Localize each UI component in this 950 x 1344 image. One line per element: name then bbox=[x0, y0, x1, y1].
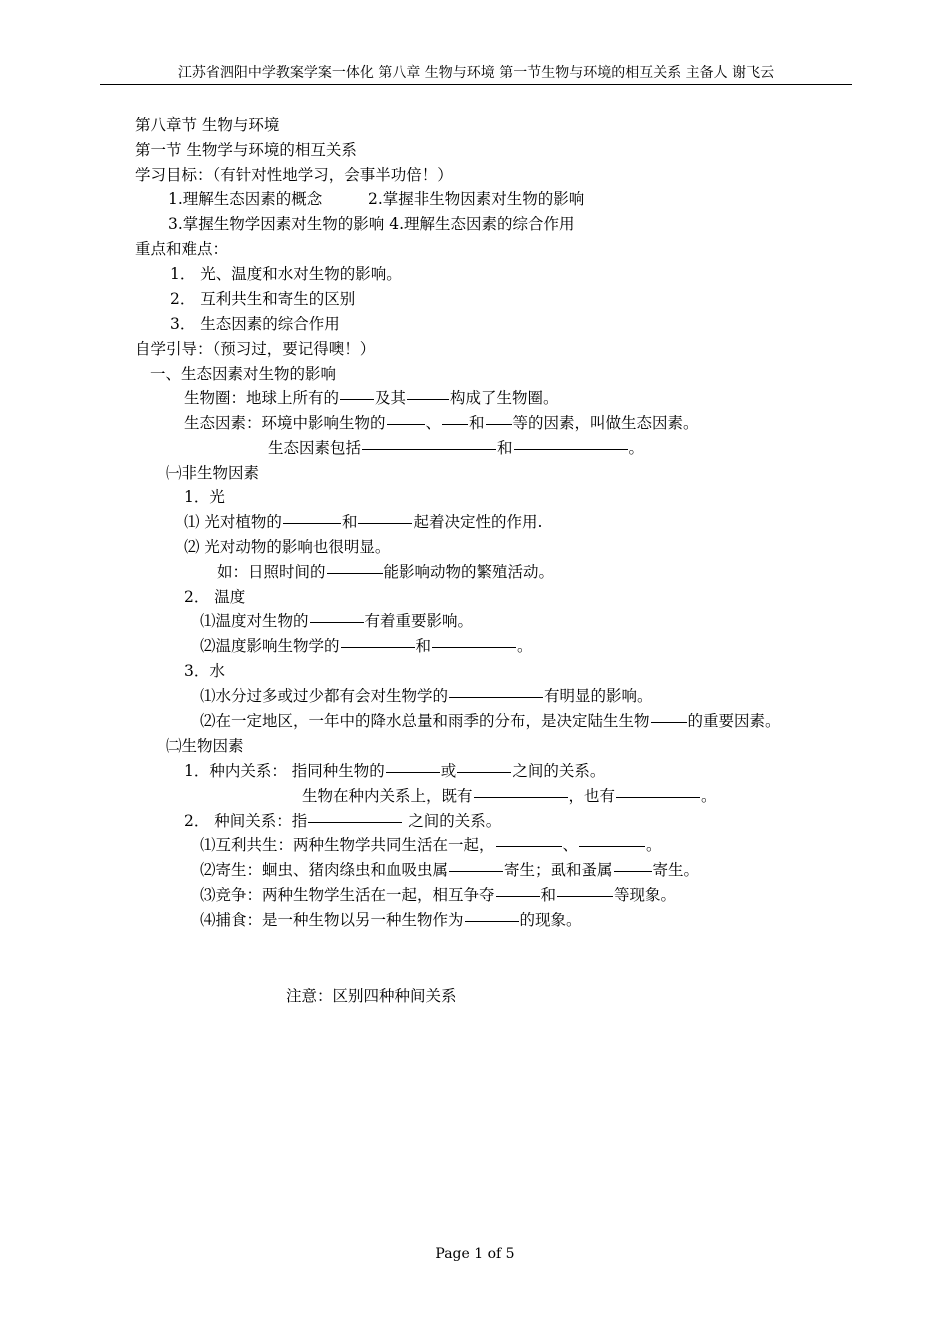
light-example: 如：日照时间的 能影响动物的繁殖活动。 bbox=[217, 563, 555, 581]
water-title: 3．水 bbox=[184, 662, 225, 680]
fill-blank[interactable] bbox=[283, 523, 341, 524]
fill-blank[interactable] bbox=[442, 424, 468, 425]
fill-blank[interactable] bbox=[557, 896, 613, 897]
water-2: ⑵在一定地区，一年中的降水总量和雨季的分布，是决定陆生生物 的重要因素。 bbox=[200, 712, 781, 730]
ecological-factor-includes: 生态因素包括 和 。 bbox=[268, 439, 645, 457]
part-1-title: 一、生态因素对生物的影响 bbox=[150, 365, 337, 383]
fill-blank[interactable] bbox=[308, 822, 402, 823]
fill-blank[interactable] bbox=[310, 622, 364, 623]
page-number: Page 1 of 5 bbox=[435, 1246, 515, 1262]
fill-blank[interactable] bbox=[387, 424, 425, 425]
fill-blank[interactable] bbox=[449, 871, 503, 872]
fill-blank[interactable] bbox=[358, 523, 412, 524]
key-title: 重点和难点： bbox=[135, 240, 229, 258]
intraspecific: 1．种内关系： 指同种生物的 或 之间的关系。 bbox=[184, 762, 606, 780]
predation: ⑷捕食：是一种生物以另一种生物作为 的现象。 bbox=[200, 911, 582, 929]
goal-3: 3.掌握生物学因素对生物的影响 4.理解生态因素的综合作用 bbox=[168, 215, 575, 233]
competition: ⑶竞争：两种生物学生活在一起，相互争夺 和 等现象。 bbox=[200, 886, 677, 904]
key-1: 1． 光、温度和水对生物的影响。 bbox=[170, 265, 402, 283]
fill-blank[interactable] bbox=[386, 772, 440, 773]
fill-blank[interactable] bbox=[474, 797, 568, 798]
fill-blank[interactable] bbox=[407, 399, 449, 400]
parasitism: ⑵寄生：蛔虫、猪肉绦虫和血吸虫属 寄生；虱和蚤属 寄生。 bbox=[200, 861, 700, 879]
abiotic-title: ㈠非生物因素 bbox=[166, 464, 260, 482]
light-plants: ⑴ 光对植物的 和 起着决定性的作用. bbox=[184, 513, 543, 531]
fill-blank[interactable] bbox=[496, 846, 562, 847]
fill-blank[interactable] bbox=[340, 399, 374, 400]
temperature-2: ⑵温度影响生物学的 和 。 bbox=[200, 637, 533, 655]
biosphere-definition: 生物圈：地球上所有的 及其 构成了生物圈。 bbox=[184, 389, 559, 407]
fill-blank[interactable] bbox=[486, 424, 512, 425]
mutualism: ⑴互利共生：两种生物学共同生活在一起， 、 。 bbox=[200, 836, 662, 854]
fill-blank[interactable] bbox=[341, 647, 415, 648]
temperature-title: 2． 温度 bbox=[184, 588, 246, 606]
page-header: 江苏省泗阳中学教案学案一体化 第八章 生物与环境 第一节生物与环境的相互关系 主备人 谢飞云 bbox=[100, 62, 852, 85]
goals-title: 学习目标：（有针对性地学习，会事半功倍！） bbox=[135, 166, 453, 184]
fill-blank[interactable] bbox=[327, 573, 383, 574]
fill-blank[interactable] bbox=[579, 846, 645, 847]
fill-blank[interactable] bbox=[514, 449, 628, 450]
fill-blank[interactable] bbox=[457, 772, 511, 773]
water-1: ⑴水分过多或过少都有会对生物学的 有明显的影响。 bbox=[200, 687, 653, 705]
fill-blank[interactable] bbox=[614, 871, 652, 872]
light-title: 1．光 bbox=[184, 488, 225, 506]
light-animals: ⑵ 光对动物的影响也很明显。 bbox=[184, 538, 391, 556]
goal-2: 2.掌握非生物因素对生物的影响 bbox=[368, 190, 585, 208]
ecological-factor-definition: 生态因素：环境中影响生物的 、 和 等的因素，叫做生态因素。 bbox=[184, 414, 699, 432]
temperature-1: ⑴温度对生物的 有着重要影响。 bbox=[200, 612, 474, 630]
chapter-title: 第八章节 生物与环境 bbox=[135, 116, 280, 134]
biotic-title: ㈡生物因素 bbox=[166, 737, 244, 755]
fill-blank[interactable] bbox=[449, 697, 543, 698]
note: 注意：区别四种种间关系 bbox=[286, 987, 457, 1005]
interspecific: 2． 种间关系：指 之间的关系。 bbox=[184, 812, 502, 830]
key-3: 3． 生态因素的综合作用 bbox=[170, 315, 340, 333]
fill-blank[interactable] bbox=[616, 797, 700, 798]
intraspecific-2: 生物在种内关系上，既有 ，也有 。 bbox=[302, 787, 717, 805]
fill-blank[interactable] bbox=[362, 449, 496, 450]
fill-blank[interactable] bbox=[651, 722, 687, 723]
goal-1: 1.理解生态因素的概念 bbox=[168, 190, 323, 208]
fill-blank[interactable] bbox=[465, 921, 519, 922]
key-2: 2． 互利共生和寄生的区别 bbox=[170, 290, 356, 308]
fill-blank[interactable] bbox=[432, 647, 516, 648]
section-title: 第一节 生物学与环境的相互关系 bbox=[135, 141, 357, 159]
guide-title: 自学引导：（预习过，要记得噢！） bbox=[135, 340, 376, 358]
fill-blank[interactable] bbox=[496, 896, 540, 897]
